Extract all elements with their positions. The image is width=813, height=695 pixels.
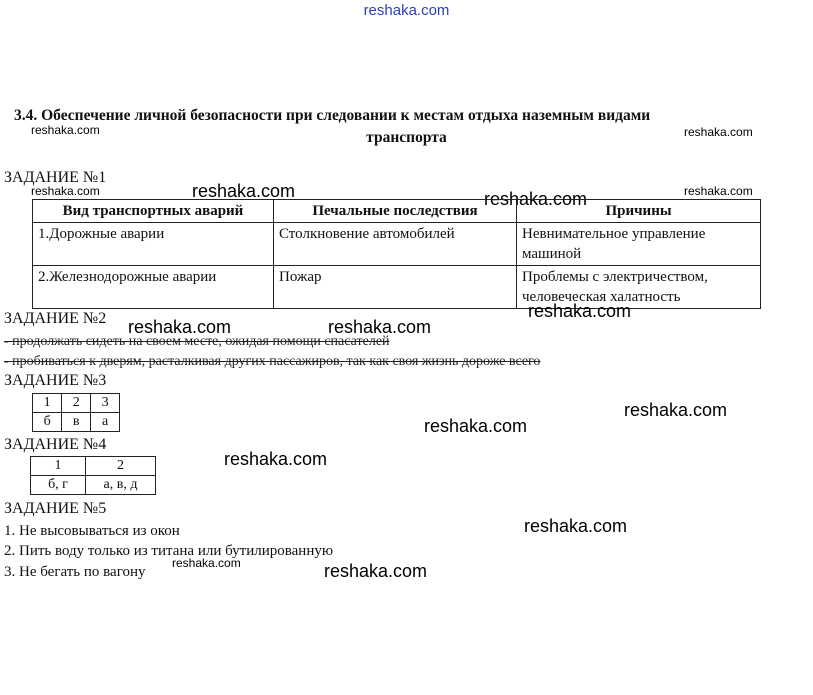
table-cell: б xyxy=(33,413,62,432)
task5-item: 2. Пить воду только из титана или бутилированную xyxy=(4,543,334,559)
watermark: reshaka.com xyxy=(128,317,232,337)
task3-table xyxy=(32,393,120,432)
table-row xyxy=(33,266,761,309)
watermark: reshaka.com xyxy=(324,561,428,581)
watermark: reshaka.com xyxy=(31,123,100,137)
watermark: reshaka.com xyxy=(684,125,753,139)
task5-item: 3. Не бегать по вагону xyxy=(4,564,146,580)
task1-table xyxy=(32,199,761,309)
watermark: reshaka.com xyxy=(624,400,728,420)
watermark: reshaka.com xyxy=(224,449,328,469)
section-heading-line2: транспорта xyxy=(366,129,447,146)
table-cell: в xyxy=(62,413,91,432)
task5-item: 1. Не высовываться из окон xyxy=(4,523,180,539)
watermark: reshaka.com xyxy=(192,181,296,201)
task1-title: ЗАДАНИЕ №1 xyxy=(4,169,107,186)
table-cell: 3 xyxy=(91,394,120,413)
task3-title: ЗАДАНИЕ №3 xyxy=(4,372,107,389)
column-header: Причины xyxy=(517,200,761,223)
task2-option: - пробиваться к дверям, расталкивая других пассажиров, так как своя жизнь дороже всего xyxy=(4,354,541,369)
table-cell: Проблемы с электричеством, человеческая халатность xyxy=(517,266,761,309)
table-header-row xyxy=(33,200,761,223)
watermark: reshaka.com xyxy=(524,516,628,536)
watermark: reshaka.com xyxy=(684,184,753,198)
table-cell: Невнимательное управление машиной xyxy=(517,223,761,266)
task5-title: ЗАДАНИЕ №5 xyxy=(4,500,107,517)
table-cell: 2 xyxy=(62,394,91,413)
watermark: reshaka.com xyxy=(484,189,588,209)
watermark: reshaka.com xyxy=(31,184,100,198)
watermark: reshaka.com xyxy=(424,416,528,436)
watermark-top: reshaka.com xyxy=(363,2,450,19)
table-cell: 2.Железнодорожные аварии xyxy=(33,266,274,309)
watermark: reshaka.com xyxy=(328,317,432,337)
table-row xyxy=(33,413,120,432)
table-cell: а, в, д xyxy=(86,476,156,495)
task4-table xyxy=(30,456,156,495)
table-cell: Столкновение автомобилей xyxy=(274,223,517,266)
table-cell: Пожар xyxy=(274,266,517,309)
column-header: Вид транспортных аварий xyxy=(33,200,274,223)
watermark: reshaka.com xyxy=(528,301,632,321)
task2-option: - продолжать сидеть на своем месте, ожидая помощи спасателей xyxy=(4,334,390,349)
table-cell: 1 xyxy=(33,394,62,413)
table-cell: 1.Дорожные аварии xyxy=(33,223,274,266)
watermark: reshaka.com xyxy=(172,556,241,570)
table-header-row xyxy=(31,457,156,476)
table-cell: б, г xyxy=(31,476,86,495)
column-header: Печальные последствия xyxy=(274,200,517,223)
table-cell: 1 xyxy=(31,457,86,476)
table-row xyxy=(31,476,156,495)
section-heading: 3.4. Обеспечение личной безопасности при следовании к местам отдыха наземным видами xyxy=(14,107,651,124)
task4-title: ЗАДАНИЕ №4 xyxy=(4,436,107,453)
table-row xyxy=(33,223,761,266)
table-cell: 2 xyxy=(86,457,156,476)
table-cell: а xyxy=(91,413,120,432)
table-header-row xyxy=(33,394,120,413)
task2-title: ЗАДАНИЕ №2 xyxy=(4,310,107,327)
